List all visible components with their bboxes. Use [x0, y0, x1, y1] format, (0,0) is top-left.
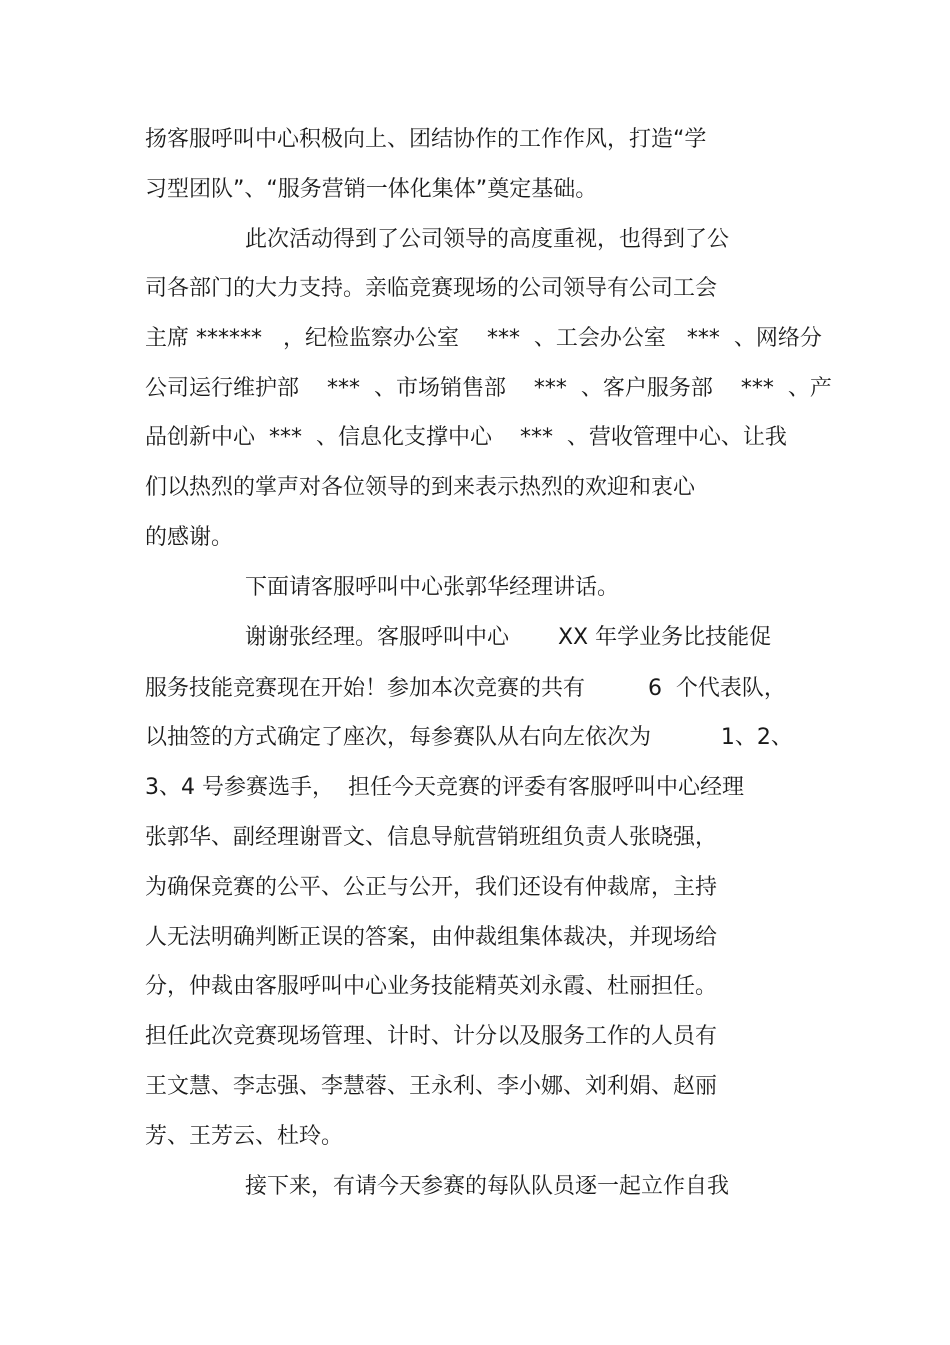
paragraph-line-22: 接下来，有请今天参赛的每队队员逐一起立作自我 [245, 1174, 730, 1199]
text-line-14: 3、4 号参赛选手， 担任今天竞赛的评委有客服呼叫中心经理 [145, 775, 744, 800]
text-line-20: 王文慧、李志强、李慧蓉、王永利、李小娜、刘利娟、赵丽 [145, 1074, 718, 1099]
text-line-5: 主席 ****** ，纪检监察办公室 *** 、工会办公室 *** 、网络分 [145, 326, 822, 351]
text-line-1: 扬客服呼叫中心积极向上、团结协作的工作作风，打造“学 [145, 127, 707, 152]
text-line-21: 芳、王芳云、杜玲。 [145, 1124, 344, 1149]
text-line-18: 分，仲裁由客服呼叫中心业务技能精英刘永霞、杜丽担任。 [145, 974, 718, 999]
text-line-19: 担任此次竞赛现场管理、计时、计分以及服务工作的人员有 [145, 1024, 718, 1049]
text-line-16: 为确保竞赛的公平、公正与公开，我们还设有仲裁席，主持 [145, 875, 718, 900]
text-line-12: 服务技能竞赛现在开始！参加本次竞赛的共有 6 个代表队， [145, 676, 786, 701]
text-line-7: 品创新中心 *** 、信息化支撑中心 *** 、营收管理中心、让我 [145, 425, 787, 450]
paragraph-line-11: 谢谢张经理。客服呼叫中心 XX 年学业务比技能促 [245, 625, 772, 650]
paragraph-line-10: 下面请客服呼叫中心张郭华经理讲话。 [245, 575, 620, 600]
text-line-15: 张郭华、副经理谢晋文、信息导航营销班组负责人张晓强， [145, 825, 718, 850]
text-line-6: 公司运行维护部 *** 、市场销售部 *** 、客户服务部 *** 、产 [145, 376, 832, 401]
text-line-8: 们以热烈的掌声对各位领导的到来表示热烈的欢迎和衷心 [145, 475, 696, 500]
text-line-13: 以抽签的方式确定了座次，每参赛队从右向左依次为 1、2、 [145, 725, 793, 750]
paragraph-line-3: 此次活动得到了公司领导的高度重视，也得到了公 [245, 227, 730, 252]
text-line-2: 习型团队”、“服务营销一体化集体”奠定基础。 [145, 177, 598, 202]
text-line-4: 司各部门的大力支持。亲临竞赛现场的公司领导有公司工会 [145, 276, 718, 301]
text-line-17: 人无法明确判断正误的答案，由仲裁组集体裁决，并现场给 [145, 925, 718, 950]
text-line-9: 的感谢。 [145, 525, 234, 550]
